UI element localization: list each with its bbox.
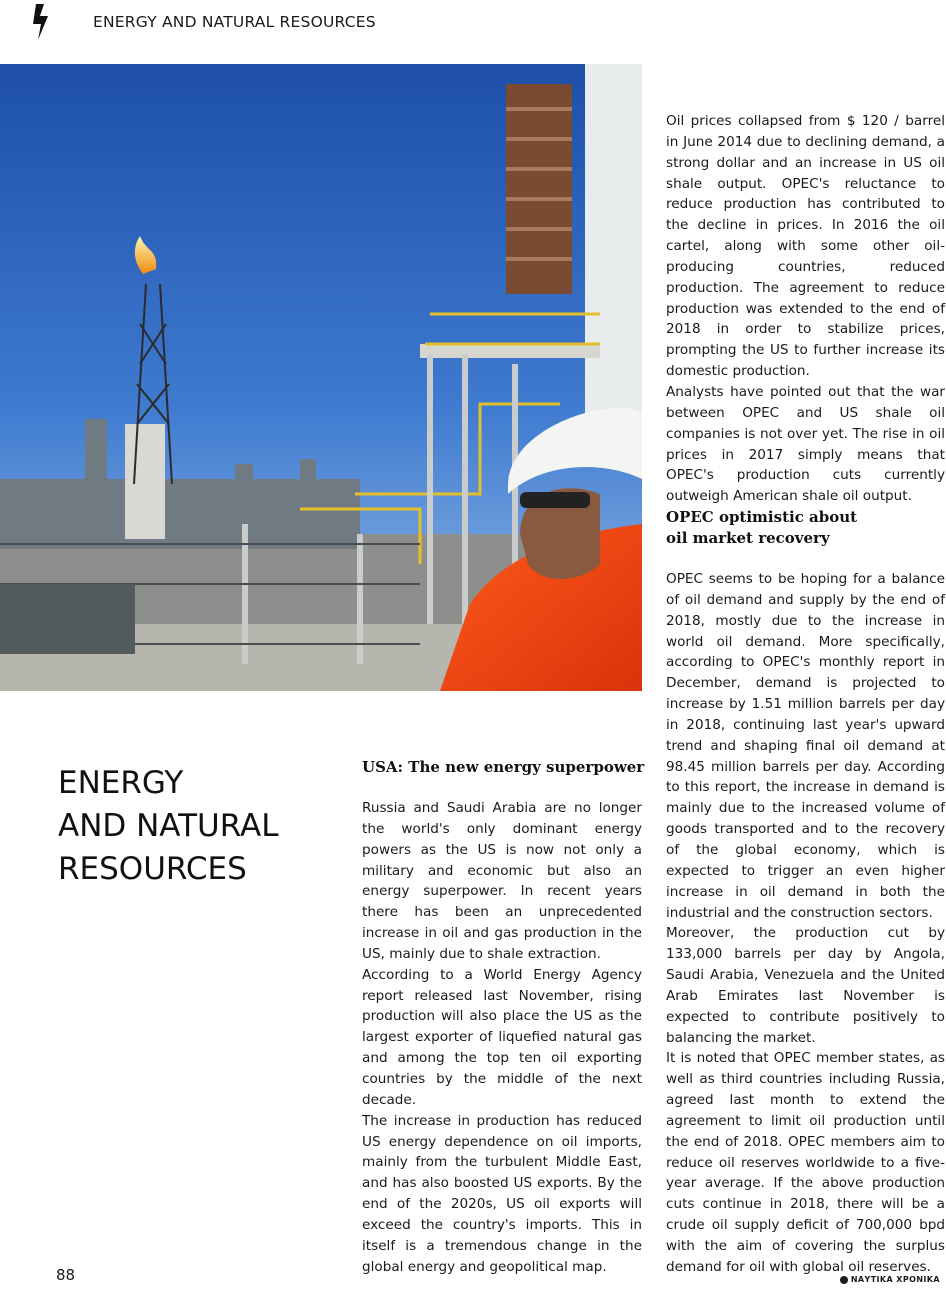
column-middle xyxy=(362,798,642,1277)
paragraph: Moreover, the production cut by 133,000 barrels per day by Angola, Saudi Arabia, Venezuela and the United Arab Emirates last November is expected to contribute positively to balancing the market. xyxy=(666,925,945,1046)
running-header: ENERGY AND NATURAL RESOURCES xyxy=(93,13,376,31)
paragraph: OPEC seems to be hoping for a balance of oil demand and supply by the end of 2018, mostly due to the increase in world oil demand. More specifically, according to OPEC's monthly report in December, demand is projected to increase by 1.51 million barrels per day in 2018, continuing last year's upward trend and shaping final oil demand at 98.45 million barrels per day. According to this report, the increase in demand is mainly due to the increased volume of goods transported and to the recovery of the global economy, which is expected to trigger an even higher increase in oil demand in both the industrial and the construction sectors. xyxy=(666,571,945,921)
title-line-2: AND NATURAL xyxy=(58,808,279,844)
page-number: 88 xyxy=(56,1266,76,1284)
column-right-intro xyxy=(666,111,945,507)
title-line-1: ENERGY xyxy=(58,765,184,801)
section-heading-opec xyxy=(666,507,936,549)
brand-name: ΝΑΥΤΙΚΑ ΧΡΟΝΙΚΑ xyxy=(850,1275,940,1284)
section-heading-usa: USA: The new energy superpower xyxy=(362,758,645,776)
publication-brand xyxy=(840,1275,940,1284)
paragraph: The increase in production has reduced US energy dependence on oil imports, mainly from the turbulent Middle East, and has also boosted US exports. By the end of the 2020s, US oil exports will exceed the country's imports. This in itself is a tremendous change in the global energy and geopolitical map. xyxy=(362,1112,642,1275)
heading-line-1: OPEC optimistic about xyxy=(666,508,858,526)
paragraph: Russia and Saudi Arabia are no longer the world's only dominant energy powers as the US is now not only a military and economic but also an energy superpower. In recent years there has been an unprecedented increase in oil and gas production in the US, mainly due to shale extraction. xyxy=(362,800,642,962)
article-title xyxy=(58,762,279,891)
lightning-bolt-icon xyxy=(30,4,54,40)
paragraph: Oil prices collapsed from $ 120 / barrel in June 2014 due to declining demand, a strong dollar and an increase in US oil shale output. OPEC's reluctance to reduce production has contributed to the decline in prices. In 2016 the oil cartel, along with some other oil-producing countries, reduced production. The agreement to reduce production was extended to the end of 2018 in order to stabilize prices, prompting the US to further increase its domestic production. xyxy=(666,113,945,380)
title-line-3: RESOURCES xyxy=(58,851,247,887)
paragraph: According to a World Energy Agency report released last November, rising production will also place the US as the largest exporter of liquefied natural gas and among the top ten oil exporting countries by the middle of the next decade. xyxy=(362,966,642,1108)
paragraph: It is noted that OPEC member states, as well as third countries including Russia, agreed last month to extend the agreement to limit oil production until the end of 2018. OPEC members aim to reduce oil reserves worldwide to a five-year average. If the above production cuts continue in 2018, there will be a crude oil supply deficit of 700,000 bpd with the aim of covering the surplus demand for oil with global oil reserves. xyxy=(666,1050,945,1275)
brand-logo-icon xyxy=(840,1276,848,1284)
oil-refinery-photo xyxy=(0,64,642,691)
heading-line-2: oil market recovery xyxy=(666,529,830,547)
column-right-opec xyxy=(666,569,945,1278)
paragraph: Analysts have pointed out that the war between OPEC and US shale oil companies is not over yet. The rise in oil prices in 2017 simply means that OPEC's production cuts currently outweigh American shale oil output. xyxy=(666,383,945,505)
